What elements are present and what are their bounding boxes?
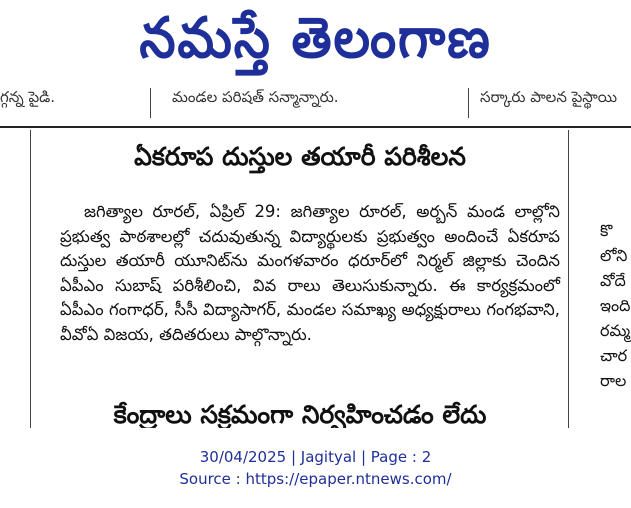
edition-info: 30/04/2025 | Jagityal | Page : 2 (199, 448, 432, 466)
column-rule-top-1 (150, 88, 151, 118)
top-fragment-center: మండల పరిషత్ సన్మాన్నారు. (172, 88, 339, 106)
article-paragraph: జగిత్యాల రూరల్, ఏప్రిల్ 29: జగిత్యాల రూరల్, అర్బన్ మండ లాల్లోని ప్రభుత్వ పాఠశాలల్లో చదువుతున్న విద్యార్థులకు ప్రభుత్వం అందించే ఏకరూప దుస్తుల తయారీ యూనిట్‌ను మంగళవారం ధరూర్‌లో నిర్మల్ జిల్లాకు చెందిన ఏపీఎం సుబాష్ పరిశీలించి, వివ రాలు తెలుసుకున్నారు. ఈ కార్యక్రమంలో ఏపీఎం గంగాధర్, సీసీ విద్యాసాగర్, మండల సమాఖ్య అధ్యక్షురాలు గంగభవాని, వీవోఏ విజయ, తదితరులు పాల్గొన్నారు. (60, 202, 560, 344)
column-rule-left (30, 130, 31, 428)
right-fragment: చార (600, 346, 628, 365)
top-strip (0, 78, 631, 118)
article-body (60, 200, 560, 347)
footer (0, 428, 631, 508)
top-fragment-right: సర్కారు పాలన పైస్థాయి (480, 88, 618, 106)
column-rule-top-2 (468, 88, 469, 118)
right-fragment: లోని (600, 246, 628, 265)
top-fragment-left: గ్గన్న పైడి. (0, 88, 56, 106)
source-link[interactable]: Source : https://epaper.ntnews.com/ (179, 470, 452, 488)
right-fragment: ఇంది (600, 296, 631, 315)
newspaper-clipping (0, 78, 631, 428)
next-article-headline: కేంద్రాలు సక్రమంగా నిర్వహించడం లేదు (113, 400, 487, 428)
right-fragment: వోదే (600, 271, 626, 290)
masthead-title: నమస్తే తెలంగాణ (139, 5, 492, 71)
masthead (0, 0, 631, 78)
column-rule-right (568, 130, 569, 428)
right-fragment: రమ్మ (600, 321, 631, 340)
right-fragment: రాల (600, 371, 627, 390)
right-fragment: కొ (600, 221, 613, 240)
section-divider (0, 126, 631, 128)
right-column-fragments (600, 218, 631, 393)
article-headline: ఏకరూప దుస్తుల తయారీ పరిశీలన (134, 142, 466, 171)
